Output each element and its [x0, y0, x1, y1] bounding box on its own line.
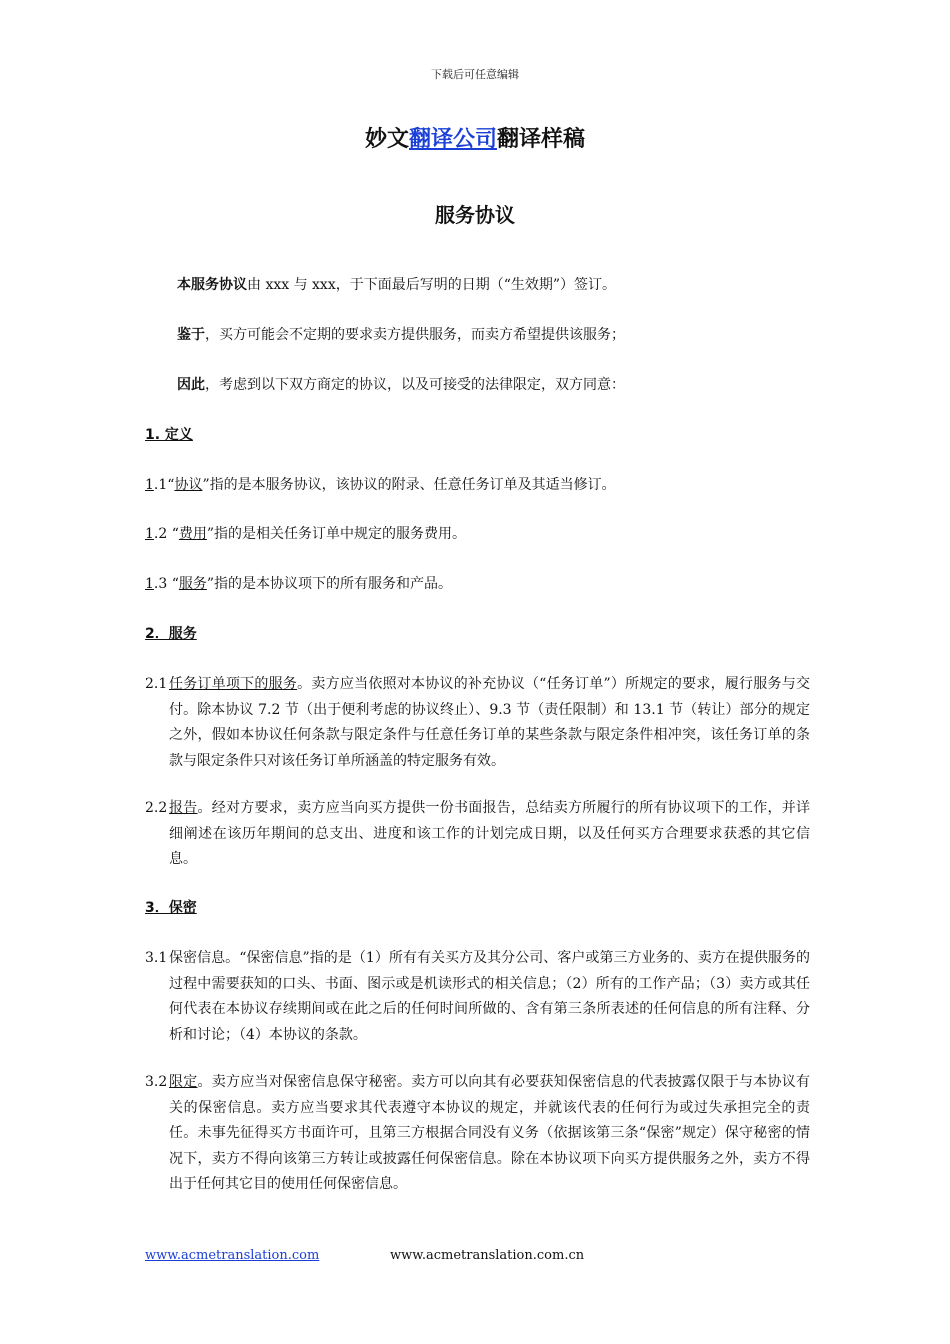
section-title: 3．保密 — [145, 900, 197, 916]
clause-text: 。经对方要求，卖方应当向买方提供一份书面报告，总结卖方所履行的所有协议项下的工作，并详细阐述在该历年期间的总支出、进度和该工作的计划完成日期，以及任何买方合理要求获悉的其它信息。 — [169, 800, 810, 867]
footer-link-com[interactable]: www.acmetranslation.com — [145, 1248, 320, 1263]
definition-quote: “ — [167, 477, 175, 493]
clause-number: 3.1 — [145, 950, 168, 966]
definition-number-major: 1 — [145, 576, 154, 592]
definition-number-minor: .2 — [153, 526, 168, 542]
intro-text: 由 xxx 与 xxx，于下面最后写明的日期（“生效期”）签订。 — [247, 277, 617, 293]
section-heading-definitions — [145, 423, 810, 448]
intro-lead: 因此 — [177, 377, 205, 393]
section-heading-confidentiality — [145, 896, 810, 921]
intro-text: ，买方可能会不定期的要求卖方提供服务，而卖方希望提供该服务； — [205, 327, 625, 343]
definition-item — [145, 522, 810, 547]
clause-text: 。卖方应当对保密信息保守秘密。卖方可以向其有必要获知保密信息的代表披露仅限于与本协议有关的保密信息。卖方应当要求其代表遵守本协议的规定，并就该代表的任何行为或过失承担完全的责任。未事先征得买方书面许可，且第三方根据合同没有义务（依据该第三条“保密”规定）保守秘密的情况下，卖方不得向该第三方转让或披露任何保密信息。除在本协议项下向买方提供服务之外，卖方不得出于任何其它目的使用任何保密信息。 — [169, 1074, 810, 1192]
clause-3-2 — [145, 1070, 810, 1198]
clause-number: 2.2 — [145, 800, 168, 816]
definition-text: ”指的是相关任务订单中规定的服务费用。 — [206, 526, 467, 542]
clause-text: 。卖方应当依照对本协议的补充协议（“任务订单”）所规定的要求，履行服务与交付。除本协议 7.2 节（出于便利考虑的协议终止）、9.3 节（责任限制）和 13.1 节（转让）部分的规定之外，假如本协议任何条款与限定条件与任意任务订单的某些条款与限定条件相冲突，该任务订单的条款与限定条件只对该任务订单所涵盖的特定服务有效。 — [169, 676, 811, 769]
clause-number: 2.1 — [145, 676, 168, 692]
title-prefix: 妙文 — [364, 126, 409, 152]
definition-item — [145, 572, 810, 597]
definition-term: 协议 — [174, 477, 203, 493]
document-subtitle: 服务协议 — [435, 203, 515, 227]
intro-text: ，考虑到以下双方商定的协议，以及可接受的法律限定，双方同意： — [205, 377, 625, 393]
intro-lead: 本服务协议 — [177, 277, 247, 293]
title-suffix: 翻译样稿 — [497, 126, 586, 152]
clause-number: 3.2 — [145, 1074, 168, 1090]
clause-body — [145, 1070, 810, 1198]
clause-body — [145, 946, 810, 1048]
intro-paragraph-3 — [177, 373, 842, 398]
definition-term: 费用 — [178, 526, 207, 542]
intro-paragraph-2 — [177, 323, 842, 348]
page-header-note: 下载后可任意编辑 — [431, 68, 519, 81]
definition-quote: “ — [167, 576, 179, 592]
clause-body — [145, 672, 810, 774]
definition-number-major: 1 — [145, 526, 154, 542]
intro-paragraph-1 — [177, 273, 842, 298]
clause-2-1 — [145, 672, 810, 774]
clause-term: 限定 — [169, 1074, 198, 1090]
definition-number-minor: .3 — [153, 576, 168, 592]
clause-2-2 — [145, 796, 810, 873]
title-company-link[interactable]: 翻译公司 — [408, 126, 497, 152]
section-title: 1. 定义 — [145, 427, 193, 443]
clause-text: 保密信息。“保密信息”指的是（1）所有有关买方及其分公司、客户或第三方业务的、卖方在提供服务的过程中需要获知的口头、书面、图示或是机读形式的相关信息；（2）所有的工作产品；（3）卖方或其任何代表在本协议存续期间或在此之后的任何时间所做的、含有第三条所表述的任何信息的所有注释、分析和讨论；（4）本协议的条款。 — [169, 950, 810, 1043]
definition-term: 服务 — [178, 576, 207, 592]
section-title: 2．服务 — [145, 626, 197, 642]
definition-number-major: 1 — [145, 477, 154, 493]
intro-lead: 鉴于 — [177, 327, 205, 343]
definition-quote: “ — [167, 526, 179, 542]
document-title — [0, 122, 950, 153]
clause-term: 任务订单项下的服务 — [169, 676, 298, 692]
definition-text: ”指的是本服务协议，该协议的附录、任意任务订单及其适当修订。 — [202, 477, 616, 493]
clause-body — [145, 796, 810, 873]
clause-term: 报告 — [169, 800, 198, 816]
definition-number-minor: .1 — [153, 477, 168, 493]
clause-3-1 — [145, 946, 810, 1048]
footer-link-cn: www.acmetranslation.com.cn — [390, 1248, 585, 1263]
definition-item — [145, 473, 810, 498]
definition-text: ”指的是本协议项下的所有服务和产品。 — [206, 576, 453, 592]
section-heading-services — [145, 622, 810, 647]
